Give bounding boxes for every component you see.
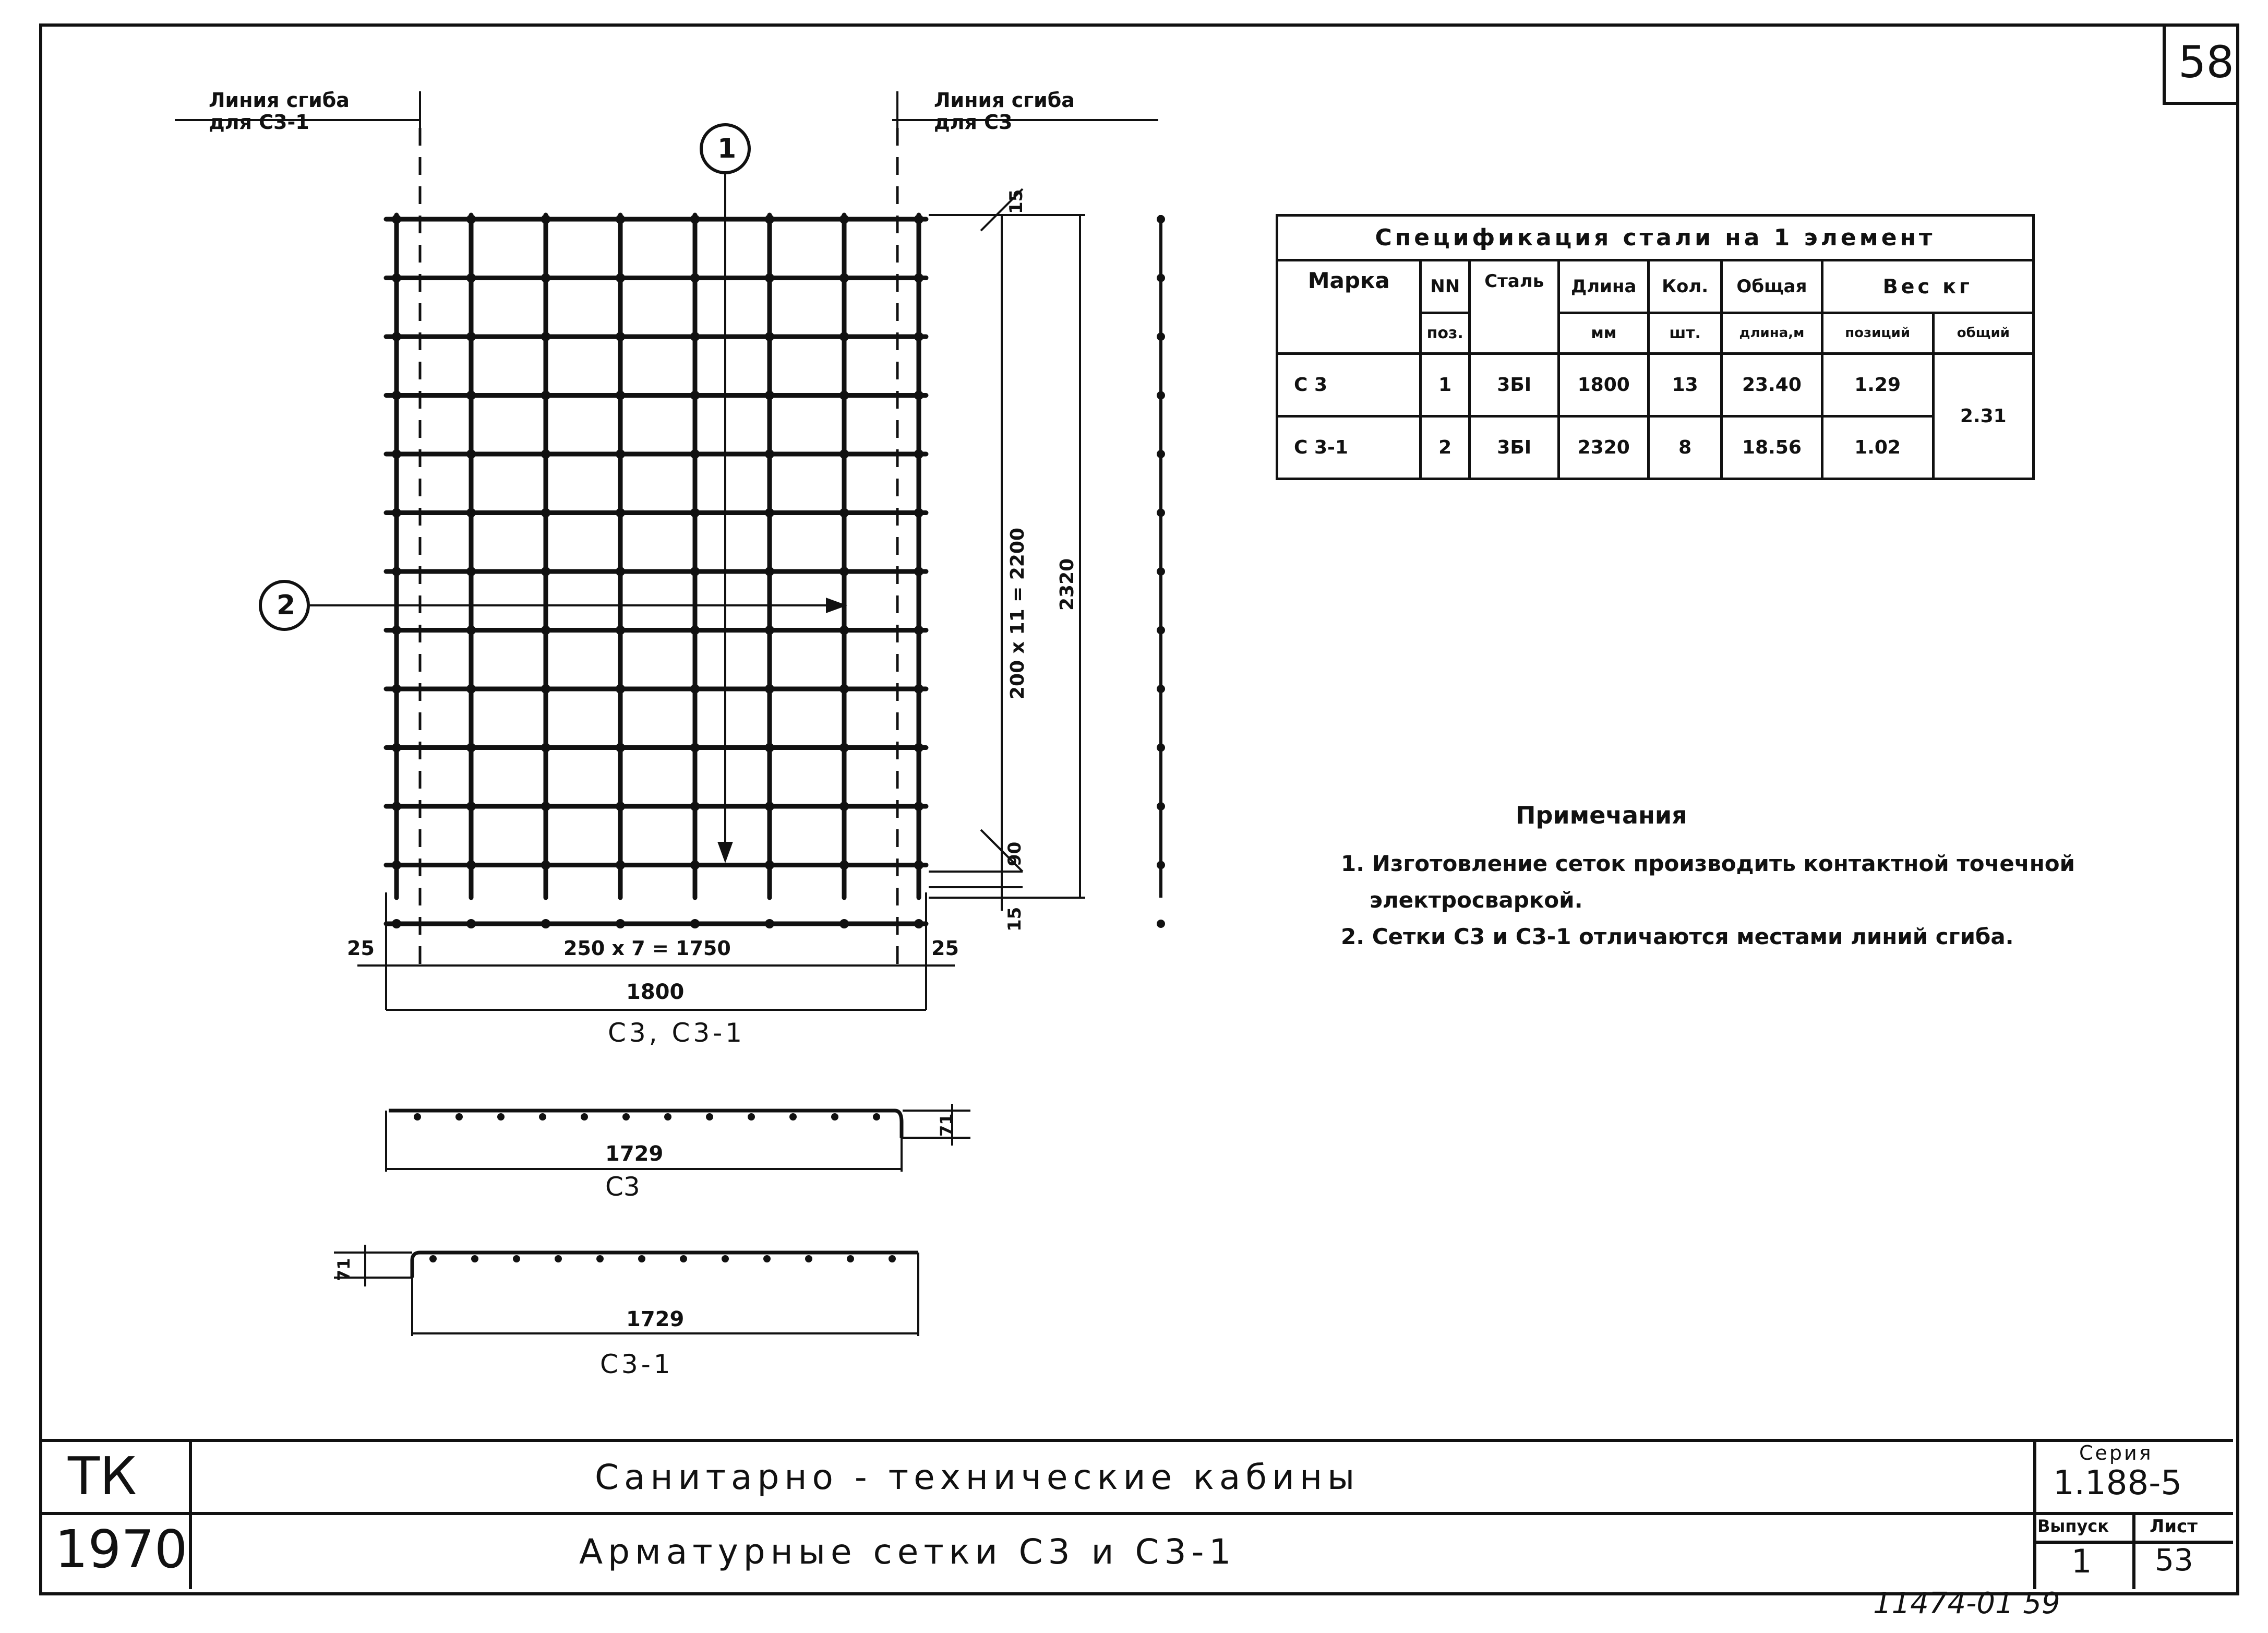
weld-point	[392, 861, 401, 870]
weld-point	[466, 391, 476, 400]
cell-pos: 1	[1421, 353, 1470, 416]
section-c31-length: 1729	[626, 1307, 685, 1331]
section-bar-point	[555, 1255, 562, 1262]
note-item: 2. Сетки С3 и С3-1 отличаются местами линий сгиба.	[1341, 924, 2014, 949]
side-bar-point	[1157, 861, 1165, 869]
section-bar-point	[763, 1255, 771, 1262]
dim-bottom-gap: 90	[1004, 841, 1025, 866]
cell-weight-pos: 1.29	[1822, 353, 1933, 416]
side-bar-point	[1157, 567, 1165, 576]
section-c31-label: С3-1	[600, 1349, 674, 1379]
weld-point	[914, 332, 923, 341]
weld-point	[392, 743, 401, 753]
notes-title: Примечания	[1516, 801, 1687, 829]
section-bar-point	[513, 1255, 520, 1262]
cell-steel: 3БI	[1469, 353, 1559, 416]
org-code: ТК	[68, 1446, 137, 1507]
header-length-top: Длина	[1559, 260, 1649, 313]
weld-point	[392, 449, 401, 459]
weld-point	[690, 332, 700, 341]
weld-point	[690, 391, 700, 400]
weld-point	[616, 391, 625, 400]
weld-point	[839, 743, 849, 753]
weld-point	[466, 214, 476, 224]
notes-list	[1341, 845, 2113, 955]
weld-point	[466, 332, 476, 341]
section-bar-point	[638, 1255, 645, 1262]
weld-point	[765, 684, 774, 694]
weld-point	[839, 626, 849, 635]
cell-pos: 2	[1421, 416, 1470, 479]
weld-point	[392, 567, 401, 576]
dim-pitch-horizontal: 250 x 7 = 1750	[563, 937, 731, 960]
header-total-length-bottom: длина,м	[1722, 313, 1822, 354]
weld-point	[616, 214, 625, 224]
section-bar-point	[455, 1113, 463, 1121]
weld-point	[765, 391, 774, 400]
weld-point	[690, 626, 700, 635]
weld-point	[765, 273, 774, 283]
dim-pitch-vertical: 200 x 11 = 2200	[1007, 528, 1028, 699]
position-2-marker: 2	[277, 590, 296, 621]
weld-point	[839, 802, 849, 811]
weld-point	[466, 861, 476, 870]
weld-point	[541, 802, 550, 811]
section-bar-point	[748, 1113, 755, 1121]
weld-point	[616, 567, 625, 576]
weld-point	[392, 508, 401, 518]
weld-point	[914, 567, 923, 576]
weld-point	[541, 626, 550, 635]
weld-point	[541, 273, 550, 283]
issue-label: Выпуск	[2037, 1516, 2109, 1536]
section-c3-length: 1729	[605, 1142, 664, 1166]
section-bar-point	[789, 1113, 797, 1121]
weld-point	[392, 919, 401, 928]
weld-point	[616, 861, 625, 870]
section-bar-point	[873, 1113, 880, 1121]
weld-point	[914, 919, 923, 928]
weld-point	[616, 919, 625, 928]
weld-point	[690, 273, 700, 283]
weld-point	[466, 273, 476, 283]
weld-point	[765, 508, 774, 518]
weld-point	[914, 273, 923, 283]
section-bar-point	[622, 1113, 630, 1121]
sheet-number: 58	[2178, 37, 2234, 88]
header-pos-bottom: поз.	[1421, 313, 1470, 354]
dim-total-width: 1800	[626, 980, 685, 1004]
note-item: 1. Изготовление сеток производить контактной точечной электросваркой.	[1341, 851, 2075, 913]
weld-point	[914, 508, 923, 518]
cell-mark: С 3-1	[1277, 416, 1421, 479]
issue-value: 1	[2071, 1542, 2092, 1580]
bend-line-right-label: Линия сгиба	[934, 89, 1075, 112]
weld-point	[690, 802, 700, 811]
weld-point	[765, 861, 774, 870]
header-weight-pos: позиций	[1822, 313, 1933, 354]
spec-table-title: Спецификация стали на 1 элемент	[1277, 216, 2034, 260]
weld-point	[765, 567, 774, 576]
weld-point	[765, 449, 774, 459]
weld-point	[392, 626, 401, 635]
weld-point	[765, 214, 774, 224]
cell-length: 2320	[1559, 416, 1649, 479]
section-bar-point	[471, 1255, 478, 1262]
weld-point	[541, 332, 550, 341]
section-bar-point	[414, 1113, 421, 1121]
side-bar-point	[1157, 391, 1165, 400]
weld-point	[466, 508, 476, 518]
weld-point	[541, 391, 550, 400]
header-length-bottom: мм	[1559, 313, 1649, 354]
section-bar-point	[596, 1255, 604, 1262]
side-bar-point	[1157, 626, 1165, 635]
weld-point	[690, 567, 700, 576]
weld-point	[914, 391, 923, 400]
section-c3-height: 71	[937, 1113, 956, 1137]
weld-point	[914, 743, 923, 753]
weld-point	[541, 684, 550, 694]
side-bar-point	[1157, 450, 1165, 458]
weld-point	[765, 626, 774, 635]
weld-point	[466, 684, 476, 694]
header-weight-total: общий	[1933, 313, 2033, 354]
cell-weight-total: 2.31	[1933, 353, 2033, 479]
weld-point	[466, 567, 476, 576]
weld-point	[839, 273, 849, 283]
section-bar-point	[831, 1113, 838, 1121]
weld-point	[616, 332, 625, 341]
weld-point	[690, 214, 700, 224]
series-value: 1.188-5	[2053, 1464, 2182, 1503]
table-row	[1277, 416, 2034, 479]
weld-point	[914, 626, 923, 635]
section-c31-height: 71	[334, 1258, 354, 1281]
header-qty-top: Кол.	[1648, 260, 1721, 313]
section-bar-point	[680, 1255, 687, 1262]
dim-right-edge: 25	[931, 937, 959, 960]
side-bar-point	[1157, 685, 1165, 693]
table-row	[1277, 353, 2034, 416]
cell-total-length: 23.40	[1722, 353, 1822, 416]
side-bar-point	[1157, 509, 1165, 517]
series-label: Серия	[2079, 1441, 2153, 1464]
weld-point	[765, 743, 774, 753]
weld-point	[466, 449, 476, 459]
weld-point	[839, 919, 849, 928]
bend-line-left-label: Линия сгиба	[209, 89, 350, 112]
dim-total-height: 2320	[1057, 558, 1078, 611]
weld-point	[541, 567, 550, 576]
weld-point	[392, 802, 401, 811]
cell-qty: 13	[1648, 353, 1721, 416]
section-bar-point	[539, 1113, 546, 1121]
weld-point	[392, 214, 401, 224]
weld-point	[541, 508, 550, 518]
weld-point	[914, 861, 923, 870]
weld-point	[914, 449, 923, 459]
dim-bottom-edge: 15	[1004, 907, 1025, 932]
weld-point	[541, 743, 550, 753]
weld-point	[616, 743, 625, 753]
header-weight: Вес кг	[1822, 260, 2033, 313]
weld-point	[466, 626, 476, 635]
weld-point	[690, 508, 700, 518]
weld-point	[616, 508, 625, 518]
steel-spec-table	[1276, 214, 2035, 480]
cell-qty: 8	[1648, 416, 1721, 479]
header-total-length-top: Общая	[1722, 260, 1822, 313]
weld-point	[839, 449, 849, 459]
section-bar-point	[581, 1113, 588, 1121]
section-bar-point	[497, 1113, 505, 1121]
section-bar-point	[889, 1255, 896, 1262]
side-bar-point	[1157, 744, 1165, 752]
dim-left-edge: 25	[347, 937, 375, 960]
weld-point	[839, 508, 849, 518]
header-qty-bottom: шт.	[1648, 313, 1721, 354]
weld-point	[616, 626, 625, 635]
mesh-plan-label: С3, С3-1	[608, 1018, 746, 1048]
section-bar-point	[805, 1255, 812, 1262]
title-line-2: Арматурные сетки С3 и С3-1	[579, 1532, 1237, 1572]
side-bar-point	[1157, 274, 1165, 282]
weld-point	[690, 684, 700, 694]
cell-weight-pos: 1.02	[1822, 416, 1933, 479]
weld-point	[392, 684, 401, 694]
section-bar-point	[706, 1113, 713, 1121]
weld-point	[914, 214, 923, 224]
header-steel: Сталь	[1469, 260, 1559, 354]
weld-point	[839, 391, 849, 400]
sheet-label: Лист	[2150, 1516, 2198, 1537]
weld-point	[616, 273, 625, 283]
header-mark: Марка	[1277, 260, 1421, 354]
weld-point	[616, 802, 625, 811]
title-line-1: Санитарно - технические кабины	[595, 1457, 1360, 1497]
cell-length: 1800	[1559, 353, 1649, 416]
cell-steel: 3БI	[1469, 416, 1559, 479]
section-bar-point	[664, 1113, 671, 1121]
position-1-marker: 1	[717, 133, 737, 164]
weld-point	[690, 919, 700, 928]
weld-point	[466, 802, 476, 811]
section-c3-label: С3	[605, 1172, 640, 1202]
header-pos-top: NN	[1421, 260, 1470, 313]
weld-point	[839, 684, 849, 694]
weld-point	[392, 273, 401, 283]
cell-total-length: 18.56	[1722, 416, 1822, 479]
weld-point	[466, 919, 476, 928]
section-bar-point	[429, 1255, 437, 1262]
cell-mark: С 3	[1277, 353, 1421, 416]
weld-point	[392, 391, 401, 400]
weld-point	[765, 332, 774, 341]
year: 1970	[55, 1519, 188, 1580]
section-bar-point	[722, 1255, 729, 1262]
weld-point	[541, 861, 550, 870]
side-bar-point	[1157, 920, 1165, 928]
bend-line-left-sublabel: для С3-1	[209, 111, 309, 134]
weld-point	[690, 743, 700, 753]
section-bar-point	[847, 1255, 854, 1262]
weld-point	[616, 449, 625, 459]
weld-point	[765, 802, 774, 811]
side-bar-point	[1157, 332, 1165, 341]
bend-line-right-sublabel: для С3	[934, 111, 1013, 134]
weld-point	[914, 684, 923, 694]
weld-point	[541, 214, 550, 224]
weld-point	[392, 332, 401, 341]
weld-point	[690, 449, 700, 459]
dim-top-gap: 15	[1006, 189, 1027, 214]
weld-point	[839, 861, 849, 870]
weld-point	[839, 332, 849, 341]
sheet-value: 53	[2155, 1542, 2193, 1578]
weld-point	[466, 743, 476, 753]
weld-point	[914, 802, 923, 811]
weld-point	[839, 567, 849, 576]
side-bar-point	[1157, 802, 1165, 810]
weld-point	[839, 214, 849, 224]
weld-point	[541, 919, 550, 928]
weld-point	[541, 449, 550, 459]
weld-point	[690, 861, 700, 870]
weld-point	[765, 919, 774, 928]
archive-number: 11474-01 59	[1873, 1587, 2060, 1620]
weld-point	[616, 684, 625, 694]
side-bar-point	[1157, 215, 1165, 223]
